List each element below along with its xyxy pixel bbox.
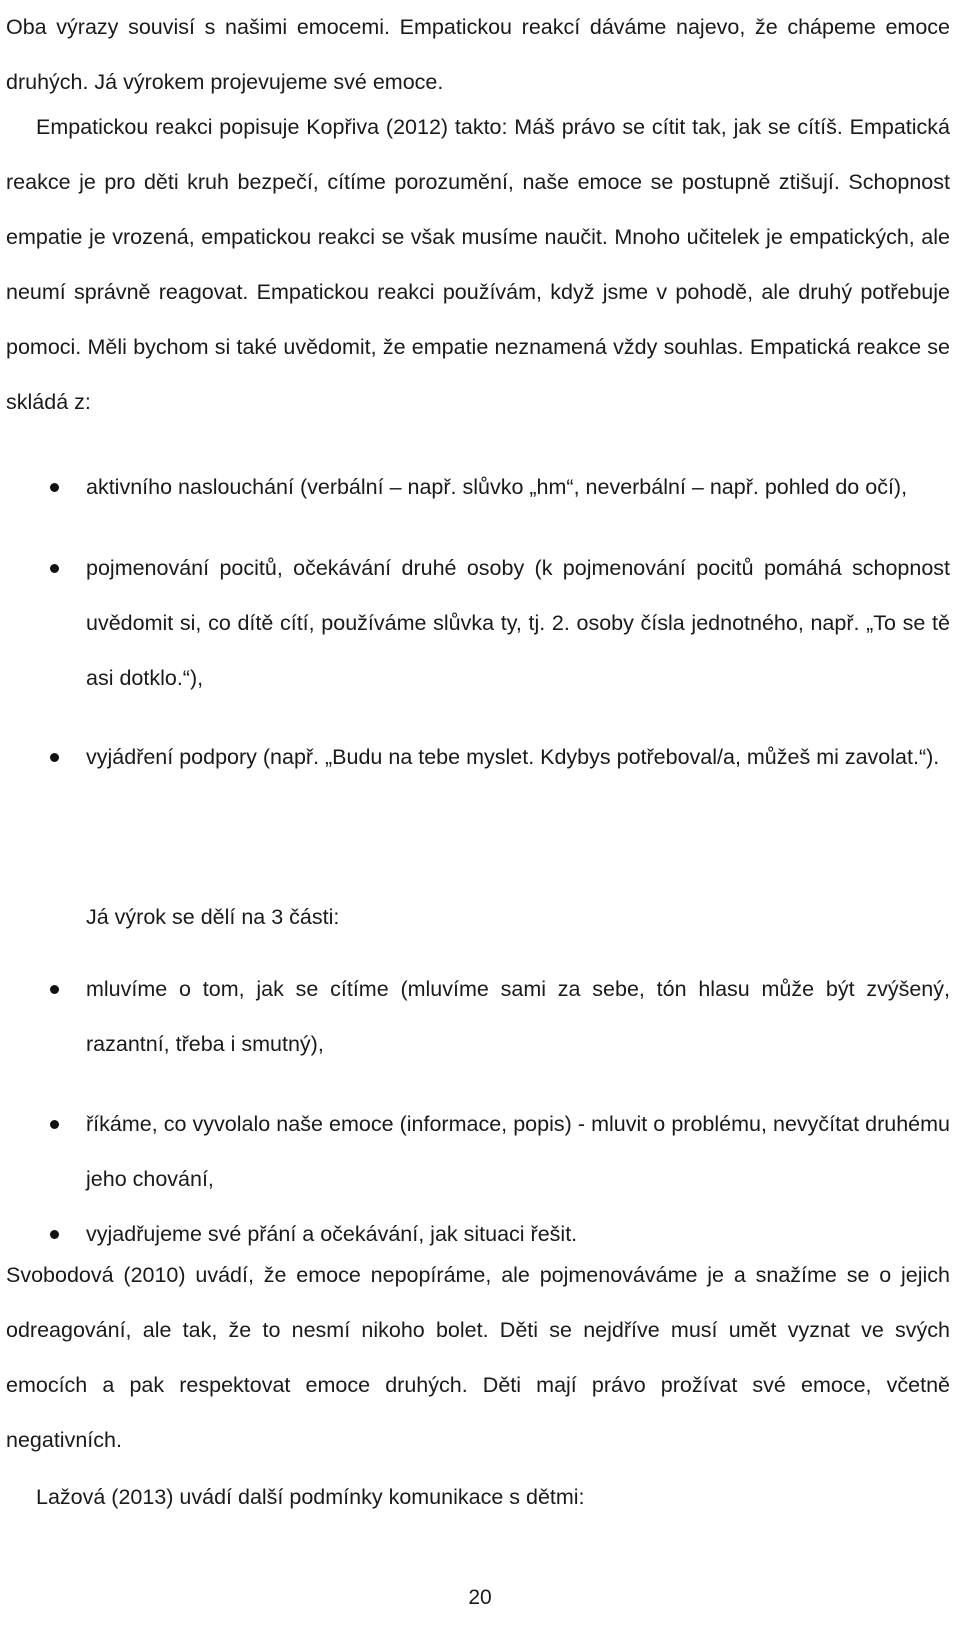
- list-item: [6, 460, 950, 515]
- paragraph-lazova: Lažová (2013) uvádí další podmínky komunikace s dětmi:: [36, 1485, 585, 1509]
- list-ja-vyrok-parts: [6, 962, 950, 1262]
- paragraph-empaticka-reakce-continued: Schopnost empatie je vrozená, empatickou reakci se však musíme naučit. Mnoho učitelek je empatických, ale neumí správně reagovat. Empatickou reakci používám, když jsme v pohodě, ale druhý potřebuje pomoci. Měli bychom si také uvědomit, že empatie neznamená vždy souhlas. Empatická reakce se skládá z:: [6, 170, 950, 414]
- list-item-text: pojmenování pocitů, očekávání druhé osoby (k pojmenování pocitů pomáhá schopnost uvědomit si, co dítě cítí, používáme slůvka ty, tj. 2. osoby čísla jednotného, např. „To se tě asi dotklo.“),: [86, 556, 950, 690]
- bullet-icon: [50, 753, 59, 762]
- paragraph-svobodova: Svobodová (2010) uvádí, že emoce nepopíráme, ale pojmenováváme je a snažíme se o jejich odreagování, ale tak, že to nesmí nikoho bolet. Děti se nejdříve musí umět vyznat ve svých emocích a pak respektovat emoce druhých. Děti mají právo prožívat své emoce, včetně negativních.: [6, 1263, 950, 1452]
- heading-ja-vyrok: Já výrok se dělí na 3 části:: [86, 905, 340, 929]
- page-number: 20: [468, 1586, 492, 1609]
- bullet-icon: [50, 1230, 59, 1239]
- list-item: [6, 1097, 950, 1207]
- bullet-icon: [50, 483, 59, 492]
- list-item: [6, 730, 950, 785]
- list-item-text: říkáme, co vyvolalo naše emoce (informace, popis) - mluvit o problému, nevyčítat druhému jeho chování,: [86, 1112, 950, 1191]
- list-item-text: aktivního naslouchání (verbální – např. slůvko „hm“, neverbální – např. pohled do očí),: [86, 475, 908, 499]
- paragraph-empaticka-reakce: [6, 100, 950, 430]
- list-item: [6, 962, 950, 1072]
- document-page: [6, 0, 958, 1639]
- list-item-text: vyjádření podpory (např. „Budu na tebe myslet. Kdybys potřeboval/a, můžeš mi zavolat.“).: [86, 745, 940, 769]
- list-item-text: mluvíme o tom, jak se cítíme (mluvíme sami za sebe, tón hlasu může být zvýšený, razantní, třeba i smutný),: [86, 977, 950, 1056]
- list-empaticka-reakce-parts: [6, 460, 950, 785]
- list-item-text: vyjadřujeme své přání a očekávání, jak situaci řešit.: [86, 1222, 578, 1246]
- bullet-icon: [50, 985, 59, 994]
- bullet-icon: [50, 564, 59, 573]
- paragraph-empaticka-reakce-text: Empatickou reakci popisuje Kopřiva (2012) takto: Máš právo se cítit tak, jak se cítíš. Empatická reakce je pro děti kruh bezpečí, cítíme porozumění, naše emoce se postupně ztišují.: [6, 115, 950, 194]
- list-item: [6, 541, 950, 706]
- bullet-icon: [50, 1120, 59, 1129]
- paragraph-intro: Oba výrazy souvisí s našimi emocemi. Empatickou reakcí dáváme najevo, že chápeme emoce druhých. Já výrokem projevujeme své emoce.: [6, 15, 950, 94]
